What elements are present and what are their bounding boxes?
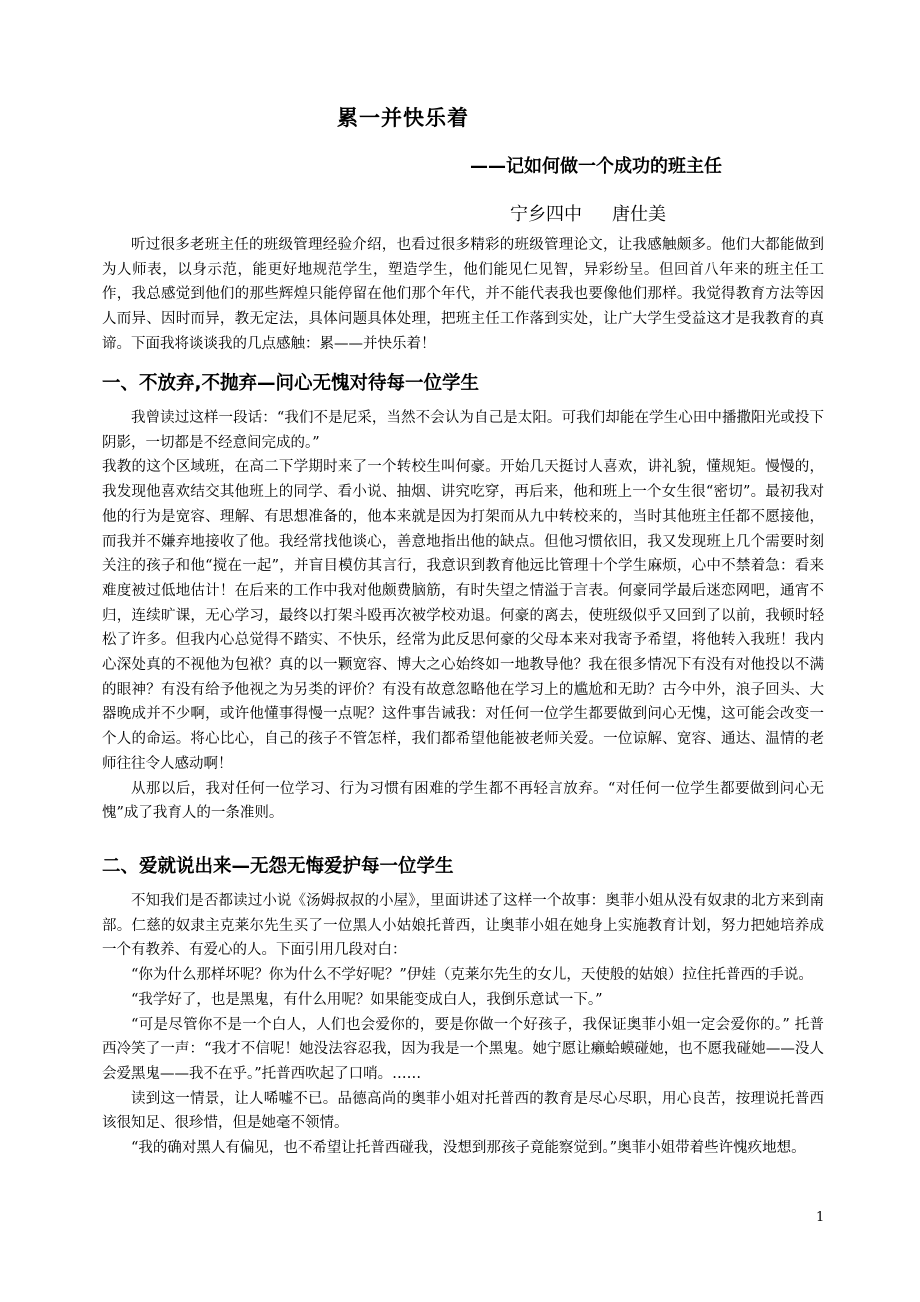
- section-2-quote-2: “我学好了，也是黑鬼，有什么用呢？如果能变成白人，我倒乐意试一下。”: [131, 991, 603, 1008]
- section-2-paragraph-1: 不知我们是否都读过小说《汤姆叔叔的小屋》，里面讲述了这样一个故事：奥菲小姐从没有奴隶的北方来到南部。仁慈的奴隶主克莱尔先生买了一位黑人小姑娘托普西，让奥菲小姐在她身上实施教育计划，努力把她培养成一个有教养、有爱心的人。下面引用几段对白：: [102, 893, 824, 959]
- intro-paragraph: 听过很多老班主任的班级管理经验介绍，也看过很多精彩的班级管理论文，让我感触颇多。他们大都能做到为人师表，以身示范，能更好地规范学生，塑造学生，他们能见仁见智，异彩纷呈。但回首八年来的班主任工作，我总感觉到他们的那些辉煌只能停留在他们那个年代，并不能代表我也要像他们那样。我觉得教育方法等因人而异、因时而异，教无定法，具体问题具体处理，把班主任工作落到实处，让广大学生受益这才是我教育的真谛。下面我将谈谈我的几点感触：累——并快乐着！: [102, 237, 824, 352]
- section-1-heading-block: [102, 369, 824, 395]
- section-2-quote-4: “我的确对黑人有偏见，也不希望让托普西碰我，没想到那孩子竟能察觉到。”奥菲小姐带着些许愧疚地想。: [131, 1140, 806, 1157]
- section-2-heading: 二、爱就说出来—无怨无悔爱护每一位学生: [102, 856, 454, 877]
- author-name: 唐仕美: [612, 204, 666, 225]
- author-line: [510, 200, 666, 226]
- intro-block: [102, 233, 824, 357]
- document-subtitle: ——记如何做一个成功的班主任: [470, 156, 722, 177]
- section-1-heading: 一、不放弃,不抛弃—问心无愧对待每一位学生: [102, 373, 480, 394]
- document-title: 累一并快乐着: [337, 106, 469, 130]
- page-number: 1: [816, 1210, 825, 1225]
- section-2-body: [102, 889, 824, 1161]
- section-2-heading-block: [102, 852, 824, 878]
- section-1-paragraph-2: 我教的这个区域班，在高二下学期时来了一个转校生叫何豪。开始几天挺讨人喜欢，讲礼貌，懂规矩。慢慢的，我发现他喜欢结交其他班上的同学、看小说、抽烟、讲究吃穿，再后来，他和班上一个女生很“密切”。最初我对他的行为是宽容、理解、有思想准备的，他本来就是因为打架而从九中转校来的，当时其他班主任都不愿接他，而我并不嫌弃地接收了他。我经常找他谈心，善意地指出他的缺点。但他习惯依旧，我又发现班上几个需要时刻关注的孩子和他“搅在一起”，并盲目模仿其言行，我意识到教育他远比管理十个学生麻烦，心中不禁着急：看来难度被过低地估计！在后来的工作中我对他颇费脑筋，有时失望之情溢于言表。何豪同学最后迷恋网吧，通宵不归，连续旷课，无心学习，最终以打架斗殴再次被学校劝退。何豪的离去，使班级似乎又回到了以前，我顿时轻松了许多。但我内心总觉得不踏实、不快乐，经常为此反思何豪的父母本来对我寄予希望，将他转入我班！我内心深处真的不视他为包袱？真的以一颗宽容、博大之心始终如一地教导他？我在很多情况下有没有对他投以不满的眼神？有没有给予他视之为另类的评价？有没有故意忽略他在学习上的尴尬和无助？古今中外，浪子回头、大器晚成并不少啊，或许他懂事得慢一点呢？这件事告诫我：对任何一位学生都要做到问心无愧，这可能会改变一个人的命运。将心比心，自己的孩子不管怎样，我们都希望他能被老师关爱。一位谅解、宽容、通达、温情的老师往往令人感动啊！: [102, 459, 824, 772]
- section-2-paragraph-2: 读到这一情景，让人唏嘘不已。品德高尚的奥菲小姐对托普西的教育是尽心尽职，用心良苦，按理说托普西该很知足、很珍惜，但是她毫不领情。: [102, 1090, 824, 1132]
- section-1-body: [102, 406, 824, 826]
- section-1-paragraph-1: 我曾读过这样一段话：“我们不是尼采，当然不会认为自己是太阳。可我们却能在学生心田中播撒阳光或投下阴影，一切都是不经意间完成的。”: [102, 410, 824, 451]
- section-1-paragraph-3: 从那以后，我对任何一位学习、行为习惯有困难的学生都不再轻言放弃。“对任何一位学生都要做到问心无愧”成了我育人的一条准则。: [102, 780, 824, 822]
- section-2-quote-3: “可是尽管你不是一个白人，人们也会爱你的，要是你做一个好孩子，我保证奥菲小姐一定会爱你的。” 托普西冷笑了一声：“我才不信呢！她没法容忍我，因为我是一个黑鬼。她宁愿让癞蛤蟆碰她，也不愿我碰她——没人会爱黑鬼——我不在乎。”托普西吹起了口哨。……: [102, 1016, 824, 1082]
- author-school: 宁乡四中: [510, 204, 582, 225]
- section-2-quote-1: “你为什么那样坏呢？你为什么不学好呢？”伊娃（克莱尔先生的女儿，天使般的姑娘）拉住托普西的手说。: [131, 967, 813, 984]
